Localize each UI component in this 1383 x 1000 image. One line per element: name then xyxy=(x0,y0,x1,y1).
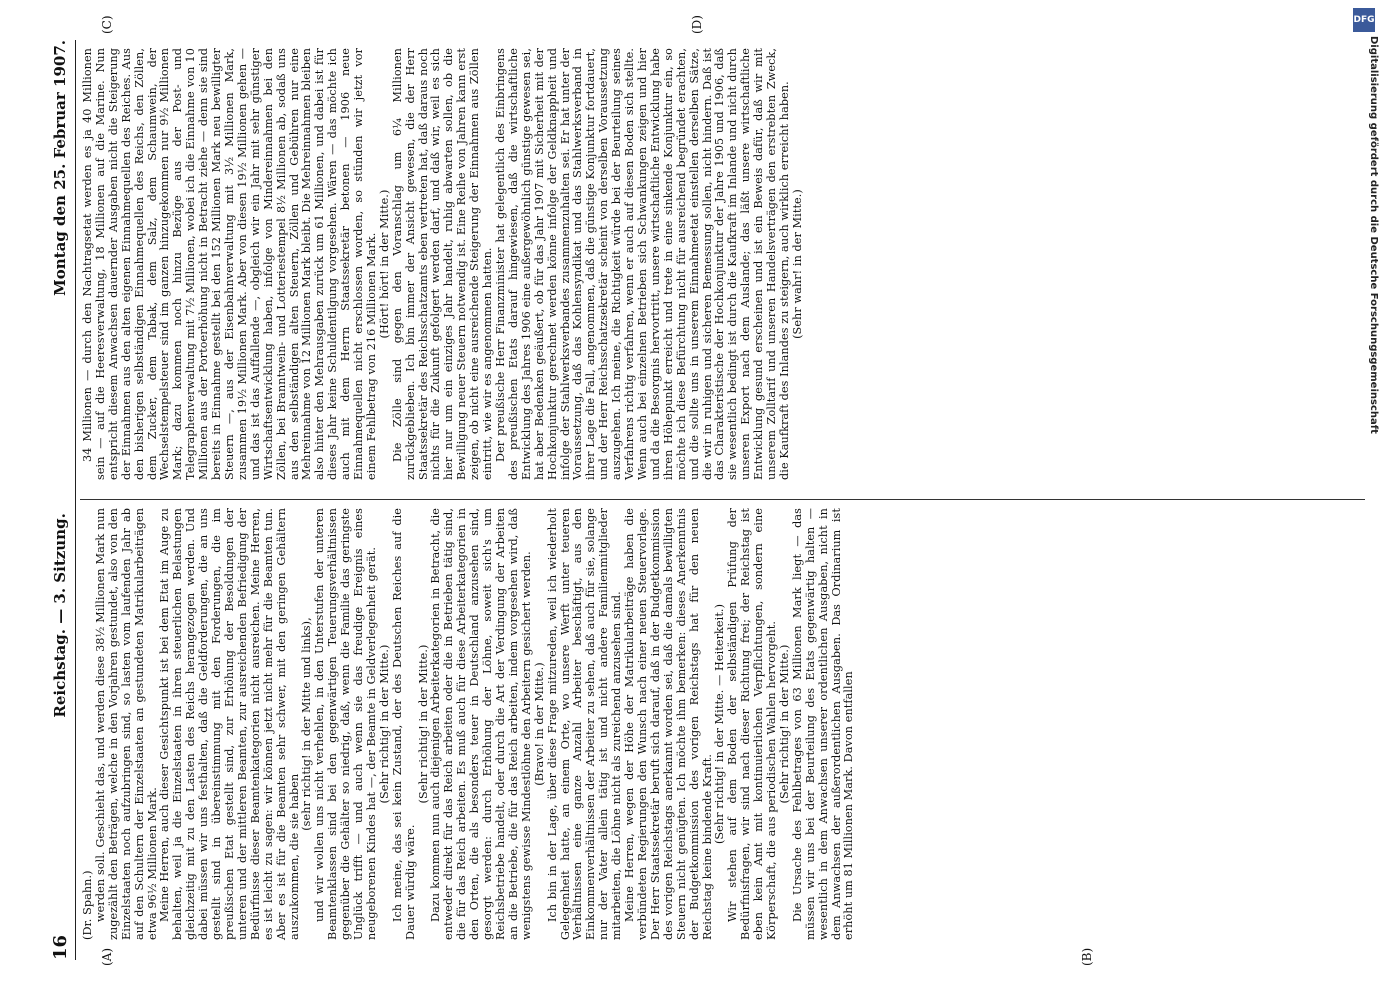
speaker-label: (Dr. Spahn.) xyxy=(81,870,94,940)
paragraph: Meine Herren, wegen der Höhe der Matrikularbeiträge haben die verbündeten Regierungen den Wunsch nach einer neuen Steuervorlage. Der Herr Staatssekretär beruft sich darauf, daß in der Budgetkommission des vorigen Reichstags anerkannt worden sei, daß die damals bewilligten Steuern nicht genügten. Ich möchte ihm bemerken: dieses Anerkenntnis der Budgetkommission des vorigen Reichstags hat für den neuen Reichstag keine bindende Kraft. xyxy=(623,508,714,940)
paragraph: (Hört! hört! in der Mitte.) xyxy=(377,189,391,339)
paragraph: Der preußische Herr Finanzminister hat gelegentlich des Einbringens des preußischen Etats darauf hingewiesen, daß die wirtschaftliche Entwicklung des Jahres 1906 eine außergewöhnlich günstige gewesen sei, hat aber Bedenken geäußert, ob für das Jahr 1907 mit Sicherheit mit der Hochkonjunktur gerechnet werden könne infolge der Geldknappheit und infolge der Stahlwerksverbandes zusammenzuhalten sei. Er hat unter der Voraussetzung, daß das Kohlensyndikat und das Stahlwerksverband in ihrer Lage die Fall, angenommen, daß die günstige Konjunktur fortdauert, und der Herr Reichsschatzsekretär scheint von derselben Voraussetzung auszugehen. Ich meine, die Richtigkeit würde bei der Beurteilung seines Verfahrens richtig verfahren, wenn er auch auf diesen Boden sich stellte. Wenn auch bei einzelnen Betrieben sich Schwankungen zeigen und hier und da die Besorgnis hervortritt, unsere wirtschaftliche Entwicklung habe ihren Höhepunkt erreicht und trete in eine sinkende Konjunktur ein, so möchte ich diese Befürchtung nicht für ausreichend begründet erachten, und die sollte uns in unserem Einnahmeetat einstellen derselben Sätze, die wir in ruhigen und sicheren Bemessung sollen, nicht hindern. Daß ist das Charakteristische der Hochkonjunktur der Jahre 1905 und 1906, daß sie wesentlich bedingt ist durch die Kaufkraft im Inlande und nicht durch unseren Export nach dem Auslande; das läßt unsere wirtschaftliche Entwicklung gesund erscheinen und ist ein Beweis dafür, daß wir mit unserem Zolltarif und unseren Handelsverträgen den erstrebten Zweck, die Kaufkraft des Inlandes zu steigern, auch wirklich erreicht haben. xyxy=(494,48,791,480)
paragraph: Wir stehen auf dem Boden der selbständigen Prüfung der Bedürfnisfragen, wir sind nach dieser Richtung frei; der Reichstag ist eben kein Amt mit kontinuierlichen Verpflichtungen, sondern eine Körperschaft, die aus periodischen Wahlen hervorgeht. xyxy=(726,508,779,940)
paragraph: Ich meine, das sei kein Zustand, der des Deutschen Reiches auf die Dauer würdig wäre. xyxy=(390,508,417,940)
paragraph: (Sehr wahr! in der Mitte.) xyxy=(790,189,804,339)
margin-letter-b: (B) xyxy=(1080,947,1094,966)
left-column xyxy=(82,508,856,940)
paragraph: (Sehr richtig! in der Mitte.) xyxy=(377,644,391,804)
paragraph: (sehr richtig! in der Mitte und links), xyxy=(300,617,314,831)
header-rule xyxy=(75,40,76,960)
right-column xyxy=(82,48,805,480)
paragraph: Dazu kommen nun auch diejenigen Arbeiterkategorien in Betracht, die entweder direkt für das Reich arbeiten oder die in Betrieben tätig sind, die für das Reich arbeiten. Es muß auch für diese Arbeiterkategorien in den Orten, die als besonders teuer in Deutschland anzusehen sind, gesorgt werden: durch Erhöhung der Löhne, soweit sich's um Reichsbetriebe handelt, oder durch die Art der Verdingung der Arbeiten an die Betriebe, die für das Reich arbeiten, indem vorgesehen wird, daß wenigstens gewisse Mindestlöhne den Arbeitern gesichert werden. xyxy=(429,508,533,940)
paragraph: Die Zölle sind gegen den Voranschlag um 6¼ Millionen zurückgeblieben. Ich bin immer der Ansicht gewesen, die der Herr Staatssekretär des Reichsschatzamts eben vertreten hat, daß daraus noch nichts für die Zukunft gefolgert werden darf, und daß wir, weil es sich hier nur um ein einziges Jahr handelt, ruhig abwarten sollen, ob die Bewilligung neuer Steuern notwendig ist. Eine Reihe von Jahren kann erst zeigen, ob nicht eine ausreichende Steigerung der Einnahmen aus Zöllen eintritt, wie wir es angenommen hatten. xyxy=(390,48,495,480)
page-number: 16 xyxy=(49,934,71,960)
right-column-text xyxy=(82,48,805,480)
paragraph: (Sehr richtig! in der Mitte. — Heiterkeit.) xyxy=(713,603,727,845)
page-header xyxy=(48,40,72,960)
header-session: Reichstag. — 3. Sitzung. xyxy=(51,513,69,718)
paragraph: Die Ursache des Fehlbetrages von 63 Millionen Mark liegt — das müssen wir uns bei der Beurteilung des Etats gegenwärtig halten — wesentlich in dem Anwachsen unserer ordentlichen Ausgaben, nicht in dem Anwachsen der außerordentlichen Ausgaben. Das Ordinarium ist erhöht um 81 Millionen Mark. Davon entfallen xyxy=(790,508,856,940)
funding-credit: Digitalisierung gefördert durch die Deutsche Forschungsgemeinschaft xyxy=(1368,36,1379,434)
paragraph: Meine Herren, auch dieser Gesichtspunkt ist bei dem Etat im Auge zu behalten, weil ja die Einzelstaaten in ihren steuerlichen Belastungen gleichzeitig mit zu den Lasten des Reichs herangezogen werden. Und dabei müssen wir uns festhalten, daß die Geldforderungen, die an uns gestellt sind in übereinstimmung mit den Forderungen, die im preußischen Etat gestellt sind, zur Erhöhung der Besoldungen der unteren und der mittleren Beamten, zur ausreichenden Befriedigung der Bedürfnisse dieser Beamtenkategorien nicht ausreichen. Meine Herren, es ist leicht zu sagen: wir können jetzt nicht mehr für die Beamten tun. Aber es ist für die Beamten sehr schwer, mit den geringen Gehältern auszukommen, die sie haben xyxy=(158,508,301,940)
header-date: Montag den 25. Februar 1907. xyxy=(51,40,69,296)
margin-letter-c: (C) xyxy=(100,15,114,34)
left-column-text xyxy=(95,508,856,940)
paragraph: 34 Millionen — durch den Nachtragsetat werden es ja 40 Millionen sein — auf die Heeresverwaltung, 18 Millionen auf die Marine. Nun entspricht diesem Anwachsen dauernder Ausgaben nicht die Steigerung der Einnahmen aus den alten eigenen Einnahmequellen des Reiches. Aus den bisherigen selbständigen Einnahmequellen des Reichs, den Zöllen, dem Zucker, dem Tabak, dem Salz, dem Schaumwein, der Wechselstempelsteuer sind im ganzen hinzugekommen nur 9½ Millionen Mark; dazu kommen noch hinzu Bezüge aus der Post- und Telegraphenverwaltung mit 7½ Millionen, wobei ich die Einnahme von 10 Millionen aus der Portoerhöhung nicht in Betracht ziehe — denn sie sind bereits in Einnahme gestellt bei den 152 Millionen Mark neu bewilligter Steuern —, aus der Eisenbahnverwaltung mit 3½ Millionen Mark, zusammen 19½ Millionen Mark. Aber von diesen 19½ Millionen gehen — und das ist das Auffallende —, obgleich wir ein Jahr mit sehr günstiger Wirtschaftsentwicklung haben, infolge von Mindereinnahmen bei den Zöllen, bei Branntwein- und Lotteriestempel 8½ Millionen ab, sodaß uns aus den selbständigen alten Steuern, Zöllen und Gebühren nur eine Mehreinnahme von 12 Millionen Mark bleibt. Die Mehreinnahmen bleiben also hinter den Mehrausgaben zurück um 61 Millionen, und dabei ist für dieses Jahr keine Schuldentilgung vorgesehen. Wären — das möchte ich auch mit dem Herrn Staatssekretär betonen — 1906 neue Einnahmequellen nicht erschlossen worden, so stünden wir jetzt vor einem Fehlbetrag von 216 Millionen Mark. xyxy=(81,48,378,480)
paragraph: Ich bin in der Lage, über diese Frage mitzureden, weil ich wiederholt Gelegenheit hatte, an einem Orte, wo unsere Werft unter teueren Verhältnissen eine ganze Anzahl Arbeiter beschäftigt, aus den Einkommenverhältnissen der Arbeiter zu sehen, daß auch für sie, solange nur der Vater allein tätig ist und nicht andere Familienmitglieder mitarbeiten, die Löhne nicht als zureichend anzusehen sind. xyxy=(545,508,624,940)
paragraph: werden soll. Geschieht das, und werden diese 38½ Millionen Mark nun zugezählt den Beträgen, welche in den Vorjahren gestundet, also von den Einzelstaaten noch aufzubringen sind, so lasten vom laufenden Jahr ab auf den Schultern der Einzelstaaten an gestundeten Matrikularbeiträgen etwa 96½ Millionen Mark. xyxy=(93,508,159,940)
paragraph: (Sehr richtig! in der Mitte.) xyxy=(777,644,791,804)
column-divider xyxy=(80,499,1365,500)
paragraph: (Bravo! in der Mitte.) xyxy=(532,662,546,786)
margin-letter-d: (D) xyxy=(690,15,704,34)
paragraph: und wir wollen uns nicht verhehlen, in den Unterstufen der unteren Beamtenklassen sind bei den gegenwärtigen Teuerungsverhältnissen gegenüber die Gehälter so niedrig, daß, wenn die Familie das geringste Unglück trifft — und auch wenn sie das freudige Ereignis eines neugeborenen Kindes hat —, der Beamte in Geldverlegenheit gerät. xyxy=(313,508,378,940)
margin-letter-a: (A) xyxy=(100,947,114,966)
paragraph: (Sehr richtig! in der Mitte.) xyxy=(416,644,430,804)
dfg-logo: DFG xyxy=(1353,8,1375,32)
